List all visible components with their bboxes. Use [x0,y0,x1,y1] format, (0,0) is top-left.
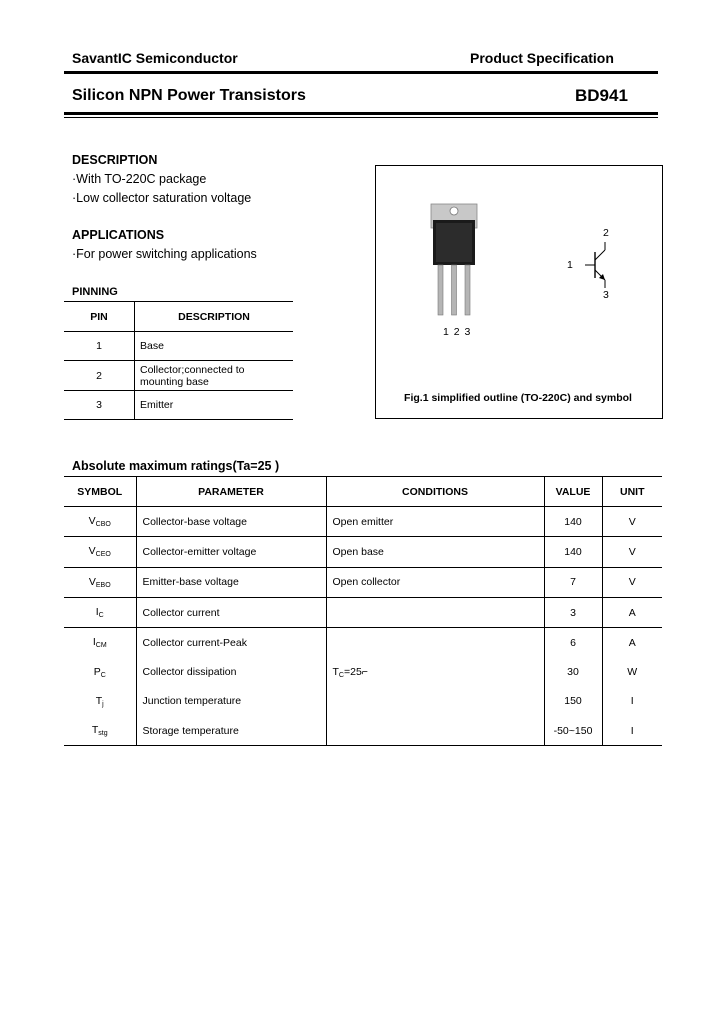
desc-col-header: DESCRIPTION [135,302,294,332]
table-row [64,332,293,361]
parameter: Emitter-base voltage [136,567,326,597]
parameter: Collector-emitter voltage [136,537,326,567]
symbol-subscript: C [98,612,104,620]
condition: Open collector [326,567,544,597]
value: 30 [544,657,602,686]
pin-col-header: PIN [64,302,135,332]
applications-item: ·For power switching applications [72,247,257,261]
table-row [64,687,662,716]
applications-heading: APPLICATIONS [72,228,165,242]
pinning-header-row [64,302,293,332]
condition-tail: =25⌐ [343,665,368,678]
parameter: Collector current [136,597,326,627]
value: -50~150 [544,716,602,746]
value: 150 [544,687,602,716]
unit: V [602,567,662,597]
unit: V [602,507,662,537]
title-rule-thick [64,112,658,115]
pin-description: Base [135,332,294,361]
parameter: Collector current-Peak [136,628,326,658]
value: 3 [544,597,602,627]
symbol: I [92,636,96,649]
description-item: ·With TO-220C package [72,172,207,186]
condition [326,716,544,746]
table-row [64,628,662,658]
unit: V [602,537,662,567]
table-row [64,507,662,537]
table-row [64,567,662,597]
symbol-subscript: CM [95,642,107,650]
value: 140 [544,537,602,567]
symbol: I [95,606,99,619]
unit: I [602,716,662,746]
ratings-header-row [64,477,662,507]
symbol-subscript: j [102,700,104,708]
symbol-pin-3: 3 [603,289,609,301]
npn-transistor-symbol-icon [585,240,615,290]
table-row [64,716,662,746]
symbol: V [88,575,96,588]
conditions-col-header: CONDITIONS [326,477,544,507]
company-name: SavantIC Semiconductor [72,50,238,66]
ratings-heading: Absolute maximum ratings(Ta=25 ) [72,459,280,473]
condition [326,687,544,716]
unit-col-header: UNIT [602,477,662,507]
symbol-subscript: CBO [95,521,111,529]
value: 7 [544,567,602,597]
value-col-header: VALUE [544,477,602,507]
condition [326,628,544,658]
pin-number: 3 [64,391,135,420]
table-row [64,597,662,627]
figure-caption: Fig.1 simplified outline (TO-220C) and symbol [404,392,632,404]
parameter: Collector dissipation [136,657,326,686]
unit: I [630,695,634,708]
symbol-subscript: EBO [95,581,111,589]
parameter: Junction temperature [136,687,326,716]
description-item: ·Low collector saturation voltage [72,191,252,205]
symbol-subscript: stg [98,730,108,738]
symbol: T [95,694,103,707]
package-pin-labels: 1 2 3 [443,326,472,338]
title-rule-thin [64,117,658,118]
pin-description: Emitter [135,391,294,420]
symbol-pin-1: 1 [567,259,573,271]
condition: Open emitter [326,507,544,537]
symbol-subscript: CEO [95,551,111,559]
part-number: BD941 [575,86,628,105]
symbol-subscript: C [100,671,106,679]
figure-box [375,165,663,419]
ratings-table [64,476,662,746]
table-row [64,657,662,686]
symbol: V [88,515,96,528]
symbol-pin-2: 2 [603,227,609,239]
pin-number: 2 [64,361,135,391]
parameter-col-header: PARAMETER [136,477,326,507]
unit: W [627,666,638,679]
table-row [64,361,293,391]
pin-description: Collector;connected to mounting base [140,363,245,388]
condition: Open base [326,537,544,567]
pinning-heading: PINNING [72,286,118,298]
pinning-table [64,301,293,420]
unit: A [628,636,636,649]
table-row [64,537,662,567]
parameter: Storage temperature [136,716,326,746]
header-rule [64,71,658,74]
product-family: Silicon NPN Power Transistors [72,87,306,104]
to220-package-image [425,198,485,323]
symbol: P [93,665,101,678]
condition: T [332,665,339,678]
symbol: V [88,545,96,558]
unit: A [602,597,662,627]
table-row [64,391,293,420]
symbol: T [91,724,99,737]
condition [326,597,544,627]
value: 140 [544,507,602,537]
symbol-col-header: SYMBOL [64,477,136,507]
value: 6 [544,628,602,658]
condition-subscript: C [338,671,344,679]
description-heading: DESCRIPTION [72,153,158,167]
doc-type: Product Specification [470,50,614,66]
parameter: Collector-base voltage [136,507,326,537]
pin-number: 1 [64,332,135,361]
